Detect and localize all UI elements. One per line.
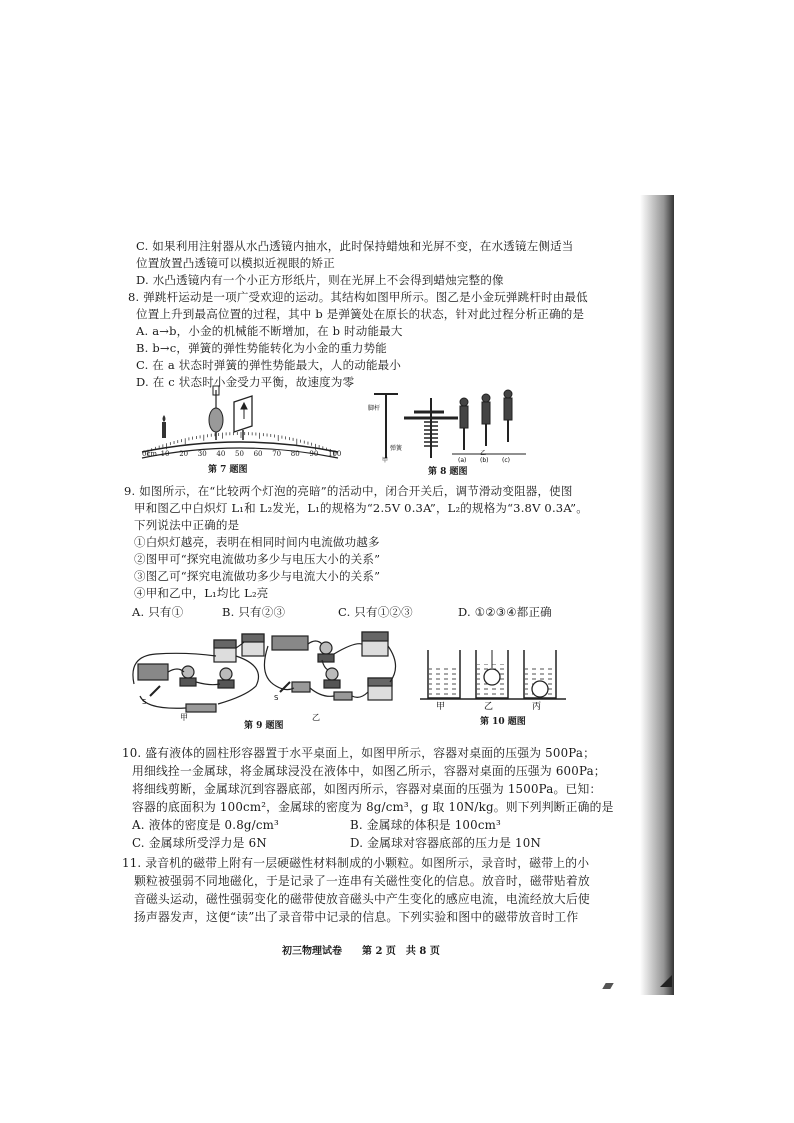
page-edge-shadow	[640, 195, 674, 995]
fig8-spring-label: 弹簧	[390, 445, 403, 452]
fig9-switch-label-right: S	[274, 694, 279, 702]
figure-10-caption: 第 10 题图	[480, 717, 526, 727]
q8-option-a: A. a→b，小金的机械能不断增加，在 b 时动能最大	[136, 324, 403, 338]
q10-stem-line3: 将细线剪断，金属球沉到容器底部，如图丙所示，容器对桌面的压强为 1500Pa。已知：	[132, 782, 602, 796]
q9-statement-2: ②图甲可“探究电流做功多少与电压大小的关系”	[134, 552, 381, 566]
q9-option-c: C. 只有①②③	[338, 605, 413, 619]
q9-statement-4: ④甲和乙中，L₁均比 L₂亮	[134, 586, 269, 600]
fig7-scale-label: 0cm	[142, 450, 158, 458]
fig7-scale-label: 50	[235, 450, 244, 458]
q11-stem-line4: 扬声器发声，这便“读”出了录音带中记录的信息。下列实验和图中的磁带放音时工作	[134, 910, 579, 924]
figure-9-caption: 第 9 题图	[244, 721, 284, 731]
fig8-b-label: (b)	[480, 457, 489, 463]
figure-8-pogo-stick	[360, 388, 530, 463]
q9-stem-line3: 下列说法中正确的是	[134, 518, 240, 532]
fig7-scale-label: 70	[272, 450, 282, 458]
q11-stem-line1: 11. 录音机的磁带上附有一层硬磁性材料制成的小颗粒。如图所示，录音时，磁带上的小	[122, 856, 590, 870]
figure-10-containers	[420, 646, 570, 710]
q8-option-b: B. b→c，弹簧的弹性势能转化为小金的重力势能	[136, 341, 387, 355]
fig7-scale-label: 20	[179, 450, 189, 458]
q9-option-d: D. ①②③④都正确	[458, 605, 552, 619]
fig8-yi-label: 乙	[480, 450, 487, 457]
q9-option-a: A. 只有①	[132, 605, 184, 619]
q9-statement-1: ①白炽灯越亮，表明在相同时间内电流做功越多	[134, 535, 380, 549]
q7-option-c-line2: 位置放置凸透镜可以模拟近视眼的矫正	[136, 256, 335, 270]
scan-corner-mark	[660, 975, 672, 987]
scan-smudge	[602, 983, 613, 989]
q9-stem-line2: 甲和图乙中白炽灯 L₁和 L₂发光，L₁的规格为“2.5V 0.3A”，L₂的规格为“3.8V 0.3A”。	[134, 501, 588, 515]
fig10-jia-label: 甲	[436, 702, 446, 710]
q10-option-b: B. 金属球的体积是 100cm³	[350, 818, 501, 832]
q10-option-c: C. 金属球所受浮力是 6N	[132, 836, 267, 850]
fig7-scale-label: 40	[216, 450, 226, 458]
q8-stem-line1: 8. 弹跳杆运动是一项广受欢迎的运动。其结构如图甲所示。图乙是小金玩弹跳杆时由最低	[128, 290, 588, 304]
q9-option-b: B. 只有②③	[222, 605, 286, 619]
fig10-bing-label: 丙	[532, 702, 542, 710]
page-footer: 初三物理试卷 第 2 页 共 8 页	[282, 946, 440, 957]
q10-stem-line2: 用细线拴一金属球，将金属球浸没在液体中，如图乙所示，容器对桌面的压强为 600Pa；	[132, 764, 606, 778]
q9-statement-3: ③图乙可“探究电流做功多少与电流大小的关系”	[134, 569, 381, 583]
fig9-yi-label: 乙	[312, 713, 320, 722]
q10-stem-line4: 容器的底面积为 100cm²，金属球的密度为 8g/cm³，g 取 10N/kg。则下列判断正确的是	[132, 800, 614, 814]
fig8-handle-label: 脚杆	[368, 405, 381, 412]
fig7-scale-label: 100	[328, 450, 342, 458]
q8-stem-line2: 位置上升到最高位置的过程，其中 b 是弹簧处在原长的状态，针对此过程分析正确的是	[136, 307, 585, 321]
q7-option-d: D. 水凸透镜内有一个小正方形纸片，则在光屏上不会得到蜡烛完整的像	[136, 273, 504, 287]
q11-stem-line2: 颗粒被强弱不同地磁化，于是记录了一连串有关磁性变化的信息。放音时，磁带贴着放	[134, 874, 590, 888]
fig8-jia-label: 甲	[382, 457, 389, 463]
q8-option-d: D. 在 c 状态时小金受力平衡，故速度为零	[136, 375, 355, 389]
q11-stem-line3: 音磁头运动，磁性强弱变化的磁带使放音磁头中产生变化的感应电流，电流经放大后使	[134, 892, 590, 906]
q8-option-c: C. 在 a 状态时弹簧的弹性势能最大，人的动能最小	[136, 358, 402, 372]
fig7-scale-label: 60	[253, 450, 263, 458]
fig9-jia-label: 甲	[180, 713, 188, 722]
fig7-scale-label: 80	[290, 450, 300, 458]
fig8-c-label: (c)	[502, 457, 510, 463]
figure-9-circuits	[126, 626, 416, 722]
figure-8-caption: 第 8 题图	[428, 467, 468, 477]
q10-option-a: A. 液体的密度是 0.8g/cm³	[132, 818, 279, 832]
fig8-a-label: (a)	[458, 457, 467, 463]
q7-option-c-line1: C. 如果利用注射器从水凸透镜内抽水，此时保持蜡烛和光屏不变，在水透镜左侧适当	[136, 239, 574, 253]
q10-stem-line1: 10. 盛有液体的圆柱形容器置于水平桌面上，如图甲所示，容器对桌面的压强为 500Pa；	[122, 746, 596, 760]
q9-stem-line1: 9. 如图所示，在“比较两个灯泡的亮暗”的活动中，闭合开关后，调节滑动变阻器，使图	[124, 484, 573, 498]
figure-7-caption: 第 7 题图	[208, 465, 248, 475]
q10-option-d: D. 金属球对容器底部的压力是 10N	[350, 836, 541, 850]
fig7-scale-label: 30	[197, 450, 207, 458]
fig7-scale-label: 10	[160, 450, 170, 458]
fig10-yi-label: 乙	[484, 702, 494, 710]
fig7-scale-label: 90	[309, 450, 319, 458]
fig9-switch-label-left: S	[142, 698, 147, 706]
